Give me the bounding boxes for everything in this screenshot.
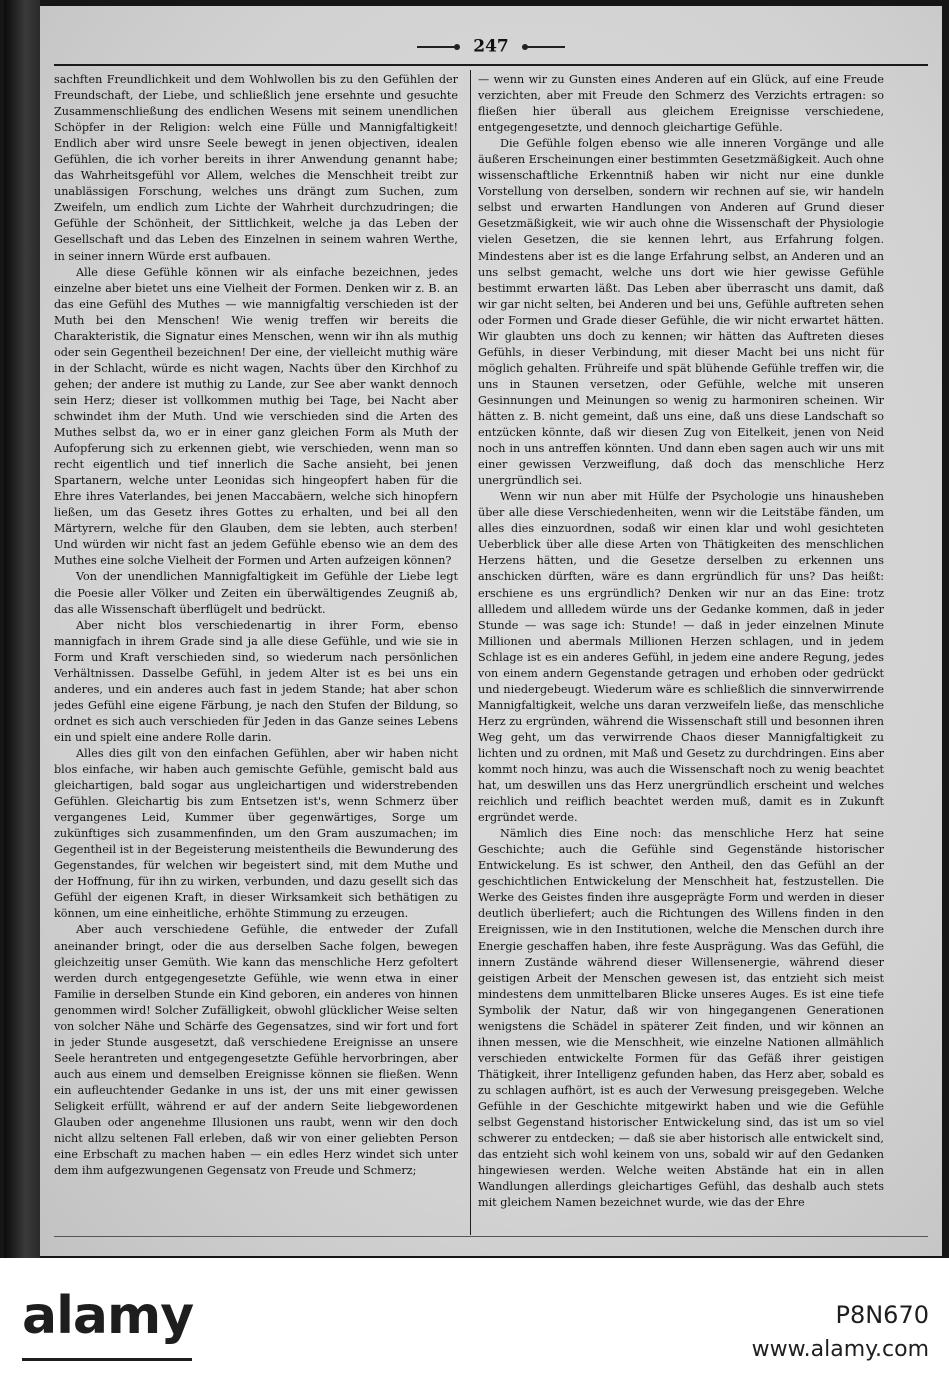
alamy-logo-underline [22, 1358, 192, 1361]
right-paragraph-2: Die Gefühle folgen ebenso wie alle inneren Vorgänge und alle äußeren Erscheinungen einer bestimmten Gesetzmäßigkeit. Auch ohne wissenschaftliche Erkenntniß haben wir nicht nur eine dunkle Vorstellung von derselben, sondern wir rechnen auf sie, wir handeln selbst und erwarten Handlungen von Anderen auf Grund dieser Gesetzmäßigkeit, wie wir auch ohne die Wissenschaft der Physiologie vielen Gesetzen, die sie kennen lehrt, aus Erfahrung folgen. Mindestens aber ist es die lange Erfahrung selbst, an Anderen und an uns selbst gemacht, welche uns dort wie hier gewisse Gefühle bestimmt erwarten läßt. Das Leben aber überrascht uns damit, daß wir gar nicht selten, bei Anderen und bei uns, Gefühle auftreten sehen oder Formen und Grade dieser Gefühle, die wir nicht erwartet hätten. Wir glaubten uns doch zu kennen; wir hätten das Auftreten dieses Gefühls, in dieser Verbindung, mit dieser Macht bei uns nicht für möglich gehalten. Frühreife und spät blühende Gefühle treffen wir, die uns in Staunen versetzen, oder Gefühle, welche mit unseren Gesinnungen und Meinungen so wenig zu harmoniren scheinen. Wir hätten z. B. nicht gemeint, daß uns eine, daß uns diese Landschaft so entzücken könnte, daß wir diesen Zug von Eitelkeit, jenen von Neid noch in uns antreffen könnten. Und dann eben sagen auch wir uns mit einer gewissen Verzweiflung, daß doch das menschliche Herz unergründlich sei. [478, 137, 884, 488]
header-rule [54, 64, 928, 66]
left-column [54, 72, 458, 1232]
book-page [40, 6, 942, 1256]
left-paragraph-4: Aber nicht blos verschiedenartig in ihrer Form, ebenso mannigfach in ihrem Grade sind ja alle diese Gefühle, und wie sie in Form und Kraft verschieden sind, so wiederum nach persönlichen Verhältnissen. Dasselbe Gefühl, in jedem Alter ist es bei uns ein anderes, und ein anderes auch fast in jedem Stande; hat aber schon jedes Gefühl eine eigene Färbung, je nach den Stufen der Bildung, so ordnet es sich auch verschieden für Jeden in das Ganze seines Lebens ein und spielt eine andere Rolle darin. [54, 618, 458, 744]
page-number [40, 36, 942, 60]
right-paragraph-3: Wenn wir nun aber mit Hülfe der Psychologie uns hinausheben über alle diese Verschiedenheiten, wenn wir die Leitstäbe fänden, um alles dies einzuordnen, sodaß wir einen klar und wohl gesichteten Ueberblick über alle diese Arten von Thätigkeiten des menschlichen Herzens hätten, und die Gesetze derselben zu erkennen uns anschicken dürften, wäre es dann ergründlich für uns? Das heißt: erschiene es uns ergründlich? Denken wir nur an das Eine: trotz allledem und allledem würde uns der Gedanke kommen, daß in jeder Stunde — was sage ich: Stunde! — daß in jeder einzelnen Minute Millionen und abermals Millionen Herzen schlagen, und in jedem Schlage ist es ein anderes Gefühl, in jedem eine andere Regung, jedes von einem andern Gegenstande getragen und erhoben oder gedrückt und niedergebeugt. Wiederum wäre es schließlich die sinnverwirrende Mannigfaltigkeit, welche uns daran verzweifeln ließe, das menschliche Herz zu ergründen, während die Wissenschaft still und besonnen ihren Weg geht, um das verwirrende Chaos dieser Mannigfaltigkeit zu lichten und zu ordnen, mit Maß und Gesetz zu durchdringen. Eins aber kommt noch hinzu, was auch die Wissenschaft noch zu wenig beachtet hat, um deswillen uns das Herz unergründlich erscheint und welches reichlich und reiflich beachtet werden muß, damit es in Zukunft ergründet werde. [478, 490, 884, 825]
right-column [478, 72, 884, 1232]
page-number-ornament-right [525, 46, 565, 48]
left-paragraph-1: sachften Freundlichkeit und dem Wohlwollen bis zu den Gefühlen der Freundschaft, der Liebe, und schließlich jene ersehnte und gesuchte Zusammenschließung des endlichen Wesens mit seinem unendlichen Schöpfer in der Religion: welch eine Fülle und Mannigfaltigkeit! Endlich aber wird unsre Seele bewegt in jenen objectiven, idealen Gefühlen, die ich vorher bereits in ihrer Anwendung genannt habe; das Wahrheitsgefühl vor Allem, welches die Menschheit treibt zur unablässigen Forschung, welches uns drängt zum Suchen, zum Zweifeln, um endlich zum Lichte der Wahrheit durchzudringen; die Gefühle der Schönheit, der Sittlichkeit, welche ja das Leben der Gesellschaft und das Leben des Einzelnen in seinem wahren Werthe, in seiner innern Würde erst aufbauen. [54, 73, 458, 263]
column-divider [470, 70, 471, 1235]
page-number-ornament-left [417, 46, 457, 48]
footer-rule [54, 1236, 928, 1237]
right-paragraph-1: — wenn wir zu Gunsten eines Anderen auf ein Glück, auf eine Freude verzichten, aber mit Freude den Schmerz des Verzichts ertragen: so fließen hier überall aus gleichem Ereignisse verschiedene, entgegengesetzte, und dennoch gleichartige Gefühle. [478, 73, 884, 135]
watermark-image-id: P8N670 [835, 1301, 929, 1329]
left-paragraph-2: Alle diese Gefühle können wir als einfache bezeichnen, jedes einzelne aber bietet uns eine Vielheit der Formen. Denken wir z. B. an das eine Gefühl des Muthes — wie mannigfaltig verschieden ist der Muth bei den Menschen! Wie wenig treffen wir bereits die Charakteristik, die Signatur eines Menschen, wenn wir ihn als muthig oder sein Gegentheil bezeichnen! Der eine, der vielleicht muthig wäre in der Schlacht, würde es nicht wagen, Nachts über den Kirchhof zu gehen; der andere ist muthig zu Lande, zur See aber wankt dennoch sein Herz; dieser ist vollkommen muthig bei Tage, bei Nacht aber schwindet ihm der Muth. Und wie verschieden sind die Arten des Muthes selbst da, wo er in einer ganz gleichen Form als Muth der Aufopferung sich zu erkennen giebt, wie verschieden, wenn man so recht eigentlich und tief innerlich die Sache ansieht, bei jenen Spartanern, welche unter Leonidas sich hingeopfert haben für die Ehre ihres Vaterlandes, bei jenen Maccabäern, welche sich hinopfern ließen, um das Gesetz ihres Gottes zu erhalten, und bei all den Märtyrern, welche für den Glauben, dem sie lebten, auch sterben! Und würden wir nicht fast an jedem Gefühle ebenso wie an dem des Muthes eine solche Vielheit der Formen und Arten aufzeigen können? [54, 265, 458, 568]
binding-shadow [4, 0, 40, 1258]
left-paragraph-5: Alles dies gilt von den einfachen Gefühlen, aber wir haben nicht blos einfache, wir haben auch gemischte Gefühle, gemischt bald aus gleichartigen, bald sogar aus ungleichartigen und widerstrebenden Gefühlen. Gleichartig bis zum Entsetzen ist's, wenn Schmerz über vergangenes Leid, Kummer über gegenwärtiges, Sorge um zukünftiges sich zusammenfinden, um den Gram auszumachen; im Gegentheil ist in der Begeisterung meistentheils die Bewunderung des Gegenstandes, für welchen wir begeistert sind, mit dem Muthe und der Hoffnung, für ihn zu wirken, verbunden, und dazu gesellt sich das Gefühl der eigenen Kraft, in dieser Wirksamkeit sich bethätigen zu können, um eine einheitliche, erhöhte Stimmung zu erzeugen. [54, 746, 458, 921]
right-paragraph-4: Nämlich dies Eine noch: das menschliche Herz hat seine Geschichte; auch die Gefühle sind Gegenstände historischer Entwickelung. Es ist schwer, den Antheil, den das Gefühl an der geschichtlichen Entwickelung der Menschheit hat, festzustellen. Die Werke des Geistes finden ihre ausgeprägte Form und werden in dieser deutlich überliefert; auch die Richtungen des Willens finden in den Ereignissen, wie in den Institutionen, welche die Menschen durch ihre Energie geschaffen haben, ihre feste Ausprägung. Was das Gefühl, die innern Zustände während dieser Willensenergie, während dieser geistigen Arbeit der Menschen gewesen ist, das entzieht sich meist mindestens dem unmittelbaren Blicke unseres Auges. Es ist eine tiefe Symbolik der Natur, daß wir von hingegangenen Generationen wenigstens die Schädel in späterer Zeit finden, und wir können an ihnen messen, wie die Menschheit, wie einzelne Nationen allmählich verschieden entwickelte Formen für das Gefäß ihrer geistigen Thätigkeit, ihrer Intelligenz gefunden haben, das Herz aber, sobald es zu schlagen aufhört, ist es auch der Verwesung preisgegeben. Welche Gefühle in der Geschichte mitgewirkt haben und wie die Gefühle selbst Gegenstand historischer Entwickelung sind, das ist um so viel schwerer zu entdecken; — daß sie aber historisch alle entwickelt sind, das entzieht sich wohl keinem von uns, sobald wir auf den Gedanken hingewiesen werden. Welche weiten Abstände hat ein in allen Wandlungen allerdings gleichartiges Gefühl, das deshalb auch stets mit gleichem Namen bezeichnet wurde, wie das der Ehre [478, 827, 884, 1210]
alamy-logo: alamy [22, 1286, 194, 1346]
left-paragraph-6: Aber auch verschiedene Gefühle, die entweder der Zufall aneinander bringt, oder die aus derselben Sache folgen, bewegen gleichzeitig unser Gemüth. Wie kann das menschliche Herz gefoltert werden durch entgegengesetzte Gefühle, wie wenn etwa in einer Familie in derselben Stunde ein Kind geboren, ein anderes von hinnen genommen wird! Solcher Zufälligkeit, obwohl glücklicher Weise selten von solcher Nähe und Schärfe des Gegensatzes, sind wir fort und fort in jeder Stunde ausgesetzt, daß verschiedene Ereignisse an unsere Seele herantreten und entgegengesetzte Gefühle hervorbringen, aber auch aus einem und demselben Ereignisse können sie fließen. Wenn ein aufleuchtender Gedanke in uns ist, der uns mit einer gewissen Seligkeit erfüllt, während er auf der andern Seite liebgewordenen Glauben oder angenehme Illusionen uns raubt, wenn wir den doch nicht allzu seltenen Fall erleben, daß wir von einer geliebten Person eine Erbschaft zu machen haben — ein edles Herz windet sich unter dem ihm aufgezwungenen Gegensatz von Freude und Schmerz; [54, 923, 458, 1178]
page-number-text: 247 [473, 36, 509, 57]
watermark-url: www.alamy.com [751, 1337, 929, 1362]
left-paragraph-3: Von der unendlichen Mannigfaltigkeit im Gefühle der Liebe legt die Poesie aller Völker und Zeiten ein überwältigendes Zeugniß ab, das alle Wissenschaft überflügelt und bedrückt. [54, 570, 458, 616]
